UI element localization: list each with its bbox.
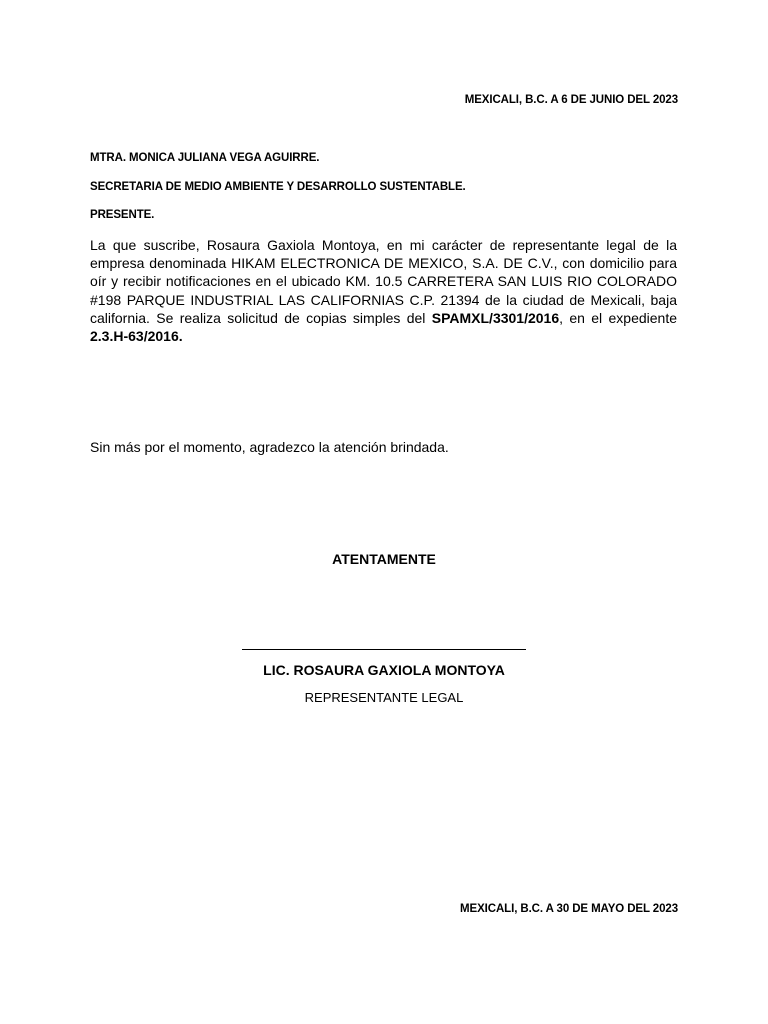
atentamente-heading: ATENTAMENTE	[332, 551, 436, 567]
document-reference: SPAMXL/3301/2016	[431, 309, 560, 326]
closing-text: Sin más por el momento, agradezco la atención brindada.	[90, 439, 449, 455]
file-reference: 2.3.H-63/2016.	[90, 328, 183, 345]
signature-line	[242, 649, 526, 650]
signer-name: LIC. ROSAURA GAXIOLA MONTOYA	[263, 662, 505, 678]
salutation: PRESENTE.	[90, 209, 155, 221]
body-text-part1: La que suscribe, Rosaura Gaxiola Montoya, en mi carácter de representante legal de la empresa denominada HIKAM ELECTRONICA DE MEXICO, S.A. DE C.V., con domicilio para oír y recibir notificaciones en el ubicado KM. 10.5 CARRETERA SAN LUIS RIO COLORADO #198 PARQUE INDUSTRIAL LAS CALIFORNIAS C.P. 21394 de la ciudad de Mexicali, baja california. Se realiza solicitud de copias simples del	[90, 237, 677, 326]
body-text-part2: , en el expediente	[559, 309, 677, 326]
recipient-name: MTRA. MONICA JULIANA VEGA AGUIRRE.	[90, 152, 320, 164]
letter-date-top: MEXICALI, B.C. A 6 DE JUNIO DEL 2023	[464, 94, 678, 106]
letter-date-bottom: MEXICALI, B.C. A 30 DE MAYO DEL 2023	[460, 903, 678, 915]
signer-role: REPRESENTANTE LEGAL	[304, 690, 464, 705]
letter-body	[90, 236, 677, 345]
recipient-office: SECRETARIA DE MEDIO AMBIENTE Y DESARROLLO SUSTENTABLE.	[90, 181, 466, 193]
